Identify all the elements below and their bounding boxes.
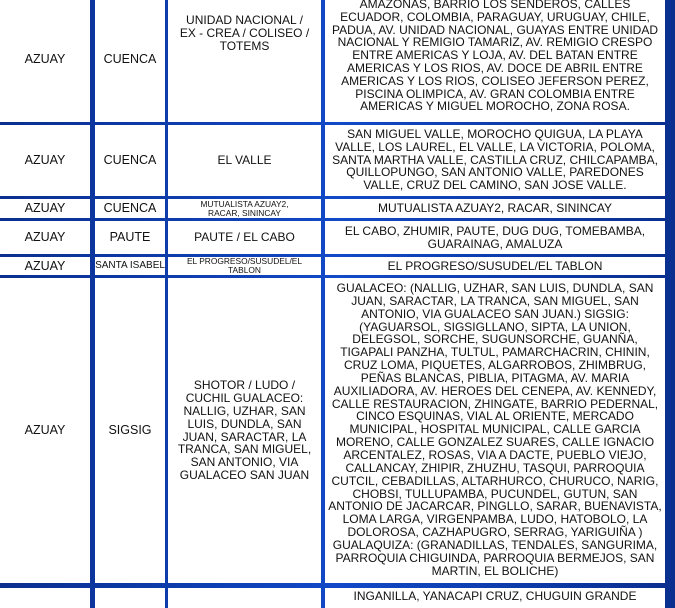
table-row (0, 199, 675, 218)
province-cell: AZUAY (0, 0, 90, 122)
province-cell (0, 588, 90, 608)
streets-cell: AMAZONAS, BARRIO LOS SENDEROS, CALLES ECUADOR, COLOMBIA, PARAGUAY, URUGUAY, CHILE, PADUA, AV. UNIDAD NACIONAL, GUAYAS ENTRE UNIDAD NACIONAL Y REMIGIO TAMARIZ, AV. REMIGIO CRESPO ENTRE AMERICAS Y LOJA, AV. DEL BATAN ENTRE AMERICAS Y LOS RIOS, AV. DOCE DE ABRIL ENTRE AMERICAS Y LOS RIOS, COLISEO JEFERSON PEREZ, PISCINA OLIMPICA, AV. GRAN COLOMBIA ENTRE AMERICAS Y MIGUEL MOROCHO, ZONA ROSA. (325, 0, 665, 122)
streets-cell: EL CABO, ZHUMIR, PAUTE, DUG DUG, TOMEBAMBA, GUARAINAG, AMALUZA (325, 221, 665, 254)
table-row (0, 278, 675, 583)
sector-cell: MUTUALISTA AZUAY2, RACAR, SININCAY (168, 199, 321, 218)
streets-cell: MUTUALISTA AZUAY2, RACAR, SININCAY (325, 199, 665, 218)
canton-cell (95, 588, 165, 608)
province-cell: AZUAY (0, 278, 90, 583)
sector-cell: SHOTOR / LUDO / CUCHIL GUALACEO: NALLIG, UZHAR, SAN LUIS, DUNDLA, SAN JUAN, SARACTAR, LA TRANCA, SAN MIGUEL, SAN ANTONIO, VIA GUALACEO SAN JUAN (168, 278, 321, 583)
streets-cell: GUALACEO: (NALLIG, UZHAR, SAN LUIS, DUNDLA, SAN JUAN, SARACTAR, LA TRANCA, SAN MIGUEL, SAN ANTONIO, VIA GUALACEO SAN JUAN.) SIGSIG: (YAGUARSOL, SIGSIGLLANO, SIPTA, LA UNION, DELEGSOL, SORCHE, SUGUNSORCHE, GUANÑA, TIGAPALI PANZHA, TULTUL, PAMARCHACRIN, CHININ, CRUZ LOMA, PIQUETES, ALGARROBOS, ZHIMBRUG, PEÑAS BLANCAS, PIBLIA, PITAGMA, AV. MARIA AUXILIADORA, AV. HEROES DEL CENEPA, AV. KENNEDY, CALLE RESTAURACION, ZHINGATE, BARRIO PEDERNAL, CINCO ESQUINAS, VIAL AL ORIENTE, MERCADO MUNICIPAL, HOSPITAL MUNICIPAL, CALLE GARCIA MORENO, CALLE GONZALEZ SUARES, CALLE IGNACIO ARCENTALEZ, ROSAS, VIA A DACTE, PUEBLO VIEJO, CALLANCAY, ZHIPIR, ZHUZHU, TASQUI, PARROQUIA CUTCIL, CEBADILLAS, ALTARHURCO, CHURUCO, NARIG, CHOBSI, TULLUPAMBA, PUCUNDEL, GUTUN, SAN ANTONIO DE JACARCAR, PINGLLO, SARAR, BUENAVISTA, LOMA LARGA, VIRGENPAMBA, LUDO, HATOBOLO, LA DOLOROSA, CAZHAPUGRO, SERRAG, YARIGUIÑA ) GUALAQUIZA: (GRANADILLAS, TENDALES, SANGURIMA, PARROQUIA CHIGUINDA, PARROQUIA BERMEJOS, SAN MARTIN, EL BOLICHE) (325, 278, 665, 583)
sector-cell: EL VALLE (168, 125, 321, 196)
sector-cell: PAUTE / EL CABO (168, 221, 321, 254)
table-row (0, 125, 675, 196)
table-row (0, 221, 675, 254)
streets-cell: INGANILLA, YANACAPI CRUZ, CHUGUIN GRANDE (325, 588, 665, 608)
canton-cell: CUENCA (95, 0, 165, 122)
province-cell: AZUAY (0, 221, 90, 254)
streets-cell: EL PROGRESO/SUSUDEL/EL TABLON (325, 257, 665, 275)
canton-cell: PAUTE (95, 221, 165, 254)
sector-cell: EL PROGRESO/SUSUDEL/EL TABLON (168, 257, 321, 275)
canton-cell: CUENCA (95, 199, 165, 218)
table-row (0, 257, 675, 275)
province-cell: AZUAY (0, 199, 90, 218)
streets-cell: SAN MIGUEL VALLE, MOROCHO QUIGUA, LA PLAYA VALLE, LOS LAUREL, EL VALLE, LA VICTORIA, POLOMA, SANTA MARTHA VALLE, CASTILLA CRUZ, CHILCAPAMBA, QUILLOPUNGO, SAN ANTONIO VALLE, PAREDONES VALLE, CRUZ DEL CAMINO, SAN JOSE VALLE. (325, 125, 665, 196)
province-cell: AZUAY (0, 257, 90, 275)
canton-cell: SANTA ISABEL (95, 257, 165, 275)
table-row (0, 588, 675, 608)
table-row (0, 0, 675, 122)
province-cell: AZUAY (0, 125, 90, 196)
canton-cell: CUENCA (95, 125, 165, 196)
sector-cell: UNIDAD NACIONAL / EX - CREA / COLISEO / TOTEMS (168, 0, 321, 122)
sector-cell (168, 588, 321, 608)
canton-cell: SIGSIG (95, 278, 165, 583)
